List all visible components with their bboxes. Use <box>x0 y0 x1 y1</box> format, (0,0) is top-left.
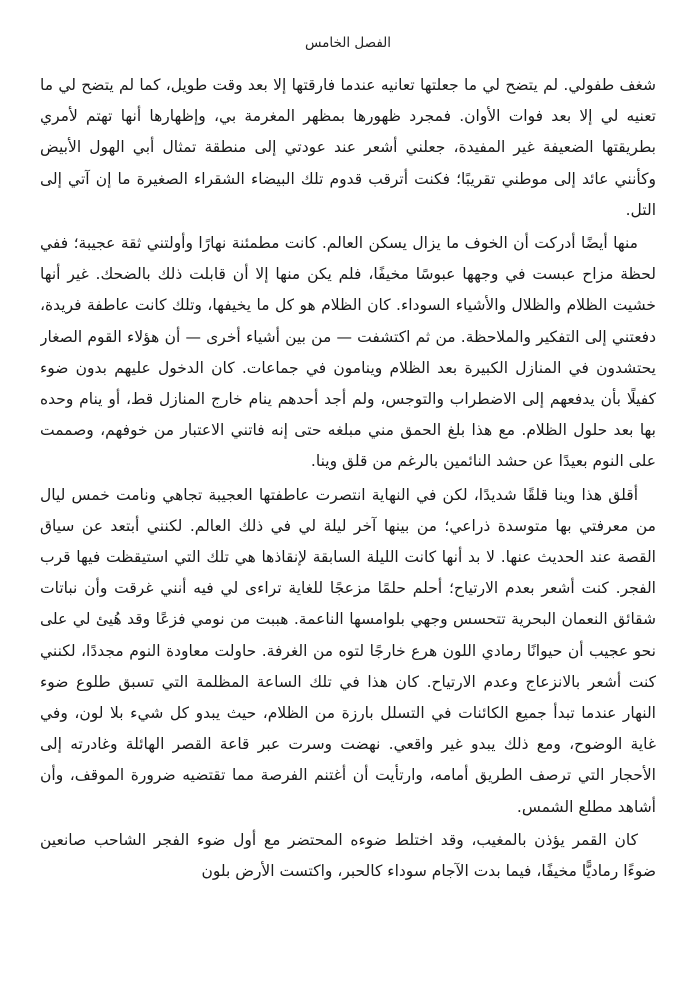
paragraph-2: منها أيضًا أدركت أن الخوف ما يزال يسكن العالم. كانت مطمئنة نهارًا وأولتني ثقة عجيبة؛ ففي لحظة مزاح عبست في وجهها عبوسًا مخيفًا، فلم يكن منها إلا أن قابلت ذلك بالضحك. غير أنها خشيت الظلام والظلال والأشياء السوداء. كان الظلام هو كل ما يخيفها، وتلك كانت عاطفة فريدة، دفعتني إلى التفكير والملاحظة. من ثم اكتشفت — من بين أشياء أخرى — أن هؤلاء القوم الصغار يحتشدون في المنازل الكبيرة بعد الظلام وينامون في جماعات. كان الدخول عليهم بدون ضوء كفيلًا بأن يدفعهم إلى الاضطراب والتوجس، ولم أجد أحدهم ينام خارج المنازل قط، أو ينام وحده بها بعد حلول الظلام. مع هذا بلغ الحمق مني مبلغه حتى إنه فاتني الاعتبار من خوفهم، وصممت على النوم بعيدًا عن حشد النائمين بالرغم من قلق وينا. <box>40 234 656 471</box>
paragraph-3: أقلق هذا وينا قلقًا شديدًا، لكن في النهاية انتصرت عاطفتها العجيبة تجاهي ونامت خمس ليال من معرفتي بها متوسدة ذراعي؛ من بينها آخر ليلة لي في ذلك العالم. لكنني أبتعد عن سياق القصة عند الحديث عنها. لا بد أنها كانت الليلة السابقة لإنقاذها هي تلك التي استيقظت فيها قرب الفجر. كنت أشعر بعدم الارتياح؛ أحلم حلمًا مزعجًا للغاية تراءى لي فيه أنني غرقت وأن نباتات شقائق النعمان البحرية تتحسس وجهي بلوامسها الناعمة. هببت من نومي فزعًا وقد هُيئ لي على نحو عجيب أن حيوانًا رمادي اللون هرع خارجًا لتوه من الغرفة. حاولت معاودة النوم مجددًا، لكنني كنت أشعر بالانزعاج وعدم الارتياح. كان هذا في تلك الساعة المظلمة التي تسبق طلوع ضوء النهار عندما تبدأ جميع الكائنات في التسلل بارزة من الظلام، حيث يبدو كل شيء بلا لون، وفي غاية الوضوح، ومع ذلك يبدو غير واقعي. نهضت وسرت عبر قاعة القصر الهائلة وغادرته إلى الأحجار التي ترصف الطريق أمامه، وارتأيت أن أغتنم الفرصة مما تقتضيه ضرورة الموقف، وأن أشاهد مطلع الشمس. <box>40 485 656 816</box>
chapter-title: الفصل الخامس <box>304 35 392 51</box>
body-text <box>40 70 656 1000</box>
paragraph-4: كان القمر يؤذن بالمغيب، وقد اختلط ضوءه المحتضر مع أول ضوء الفجر الشاحب صانعين ضوءًا رماديًّا مخيفًا، فيما بدت الآجام سوداء كالحبر، واكتست الأرض بلون <box>40 830 656 881</box>
paragraph-1: شغف طفولي. لم يتضح لي ما جعلتها تعانيه عندما فارقتها إلا بعد وقت طويل، كما لم يتضح لي ما تعنيه لي إلا بعد فوات الأوان. فمجرد ظهورها بمظهر المغرمة بي، وإظهارها أنها تهتم لأمري بطريقتها الضعيفة غير المفيدة، جعلني أشعر عند عودتي إلى منطقة تمثال أبي الهول الأبيض وكأنني عائد إلى موطني تقريبًا؛ فكنت أترقب قدوم تلك البيضاء الشقراء الصغيرة ما إن آتي إلى التل. <box>40 76 656 219</box>
